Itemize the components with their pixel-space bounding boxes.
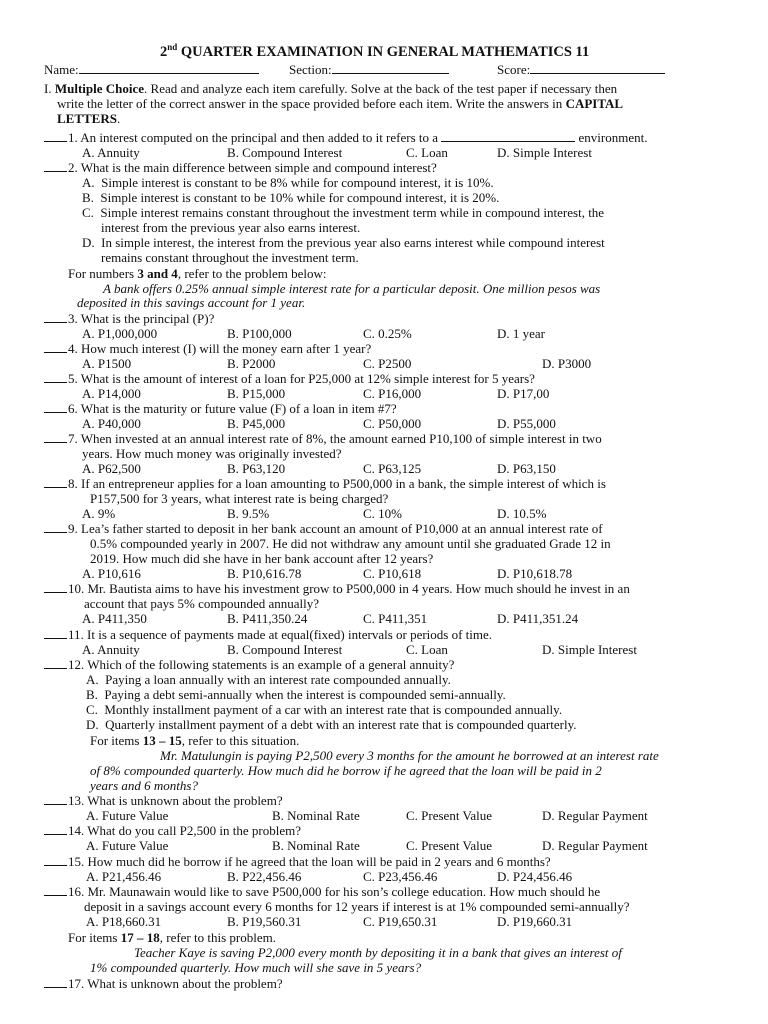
question-6: 6. What is the maturity or future value (F) of a loan in item #7? xyxy=(44,401,397,416)
question-10-cont: account that pays 5% compounded annually? xyxy=(84,596,320,611)
q14-option-c: C. Present Value xyxy=(406,838,493,853)
q6-option-d: D. P55,000 xyxy=(497,416,556,431)
question-7: 7. When invested at an annual interest rate of 8%, the amount earned P10,100 of simple interest in two xyxy=(44,431,602,446)
question-8: 8. If an entrepreneur applies for a loan amounting to P500,000 in a bank, the simple interest of which is xyxy=(44,476,606,491)
q4-option-b: B. P2000 xyxy=(227,356,276,371)
problem-3-4-line-1: A bank offers 0.25% annual simple interest rate for a particular deposit. One million pesos was xyxy=(103,281,601,296)
q16-option-a: A. P18,660.31 xyxy=(86,914,162,929)
name-field[interactable] xyxy=(44,62,259,77)
q14-option-d: D. Regular Payment xyxy=(542,838,648,853)
q16-option-c: C. P19,650.31 xyxy=(363,914,438,929)
q13-option-a: A. Future Value xyxy=(86,808,169,823)
question-5: 5. What is the amount of interest of a loan for P25,000 at 12% simple interest for 5 years? xyxy=(44,371,535,386)
q11-option-a: A. Annuity xyxy=(82,642,140,657)
q15-option-c: C. P23,456.46 xyxy=(363,869,438,884)
q15-option-d: D. P24,456.46 xyxy=(497,869,573,884)
q15-option-b: B. P22,456.46 xyxy=(227,869,302,884)
answer-blank-14[interactable] xyxy=(44,823,67,835)
q2-option-c-cont: interest from the previous year also earns interest. xyxy=(101,220,361,235)
q2-option-d: D. In simple interest, the interest from the previous year also earns interest while compound interest xyxy=(82,235,605,250)
question-9: 9. Lea’s father started to deposit in her bank account an amount of P10,000 at an annual interest rate of xyxy=(44,521,603,536)
answer-blank-15[interactable] xyxy=(44,854,67,866)
question-2: 2. What is the main difference between simple and compound interest? xyxy=(44,160,437,175)
q8-option-d: D. 10.5% xyxy=(497,506,547,521)
answer-blank-16[interactable] xyxy=(44,884,67,896)
q11-option-d: D. Simple Interest xyxy=(542,642,637,657)
question-10: 10. Mr. Bautista aims to have his investment grow to P500,000 in 4 years. How much should he invest in an xyxy=(44,581,630,596)
q10-option-d: D. P411,351.24 xyxy=(497,611,579,626)
question-4: 4. How much interest (I) will the money earn after 1 year? xyxy=(44,341,371,356)
score-label: Score: xyxy=(497,62,531,77)
q1-option-a: A. Annuity xyxy=(82,145,140,160)
q6-option-b: B. P45,000 xyxy=(227,416,286,431)
q2-option-a: A. Simple interest is constant to be 8% while for compound interest, it is 10%. xyxy=(82,175,494,190)
answer-blank-9[interactable] xyxy=(44,521,67,533)
q4-option-c: C. P2500 xyxy=(363,356,412,371)
instructions-line-3: LETTERS. xyxy=(57,111,121,126)
page-title: 2nd QUARTER EXAMINATION IN GENERAL MATHEMATICS 11 xyxy=(160,42,590,60)
q2-option-b: B. Simple interest is constant to be 10% while for compound interest, it is 20%. xyxy=(82,190,500,205)
q10-option-b: B. P411,350.24 xyxy=(227,611,308,626)
question-7-cont: years. How much money was originally invested? xyxy=(82,446,342,461)
q14-option-a: A. Future Value xyxy=(86,838,169,853)
q7-option-a: A. P62,500 xyxy=(82,461,141,476)
q8-option-a: A. 9% xyxy=(82,506,116,521)
section-label: Section: xyxy=(289,62,332,77)
question-9-cont-2: 2019. How much did she have in her bank account after 12 years? xyxy=(90,551,434,566)
answer-blank-7[interactable] xyxy=(44,431,67,443)
answer-blank-10[interactable] xyxy=(44,581,67,593)
q7-option-d: D. P63,150 xyxy=(497,461,556,476)
question-16: 16. Mr. Maunawain would like to save P500,000 for his son’s college education. How much should he xyxy=(44,884,600,899)
q13-option-b: B. Nominal Rate xyxy=(272,808,360,823)
answer-blank-11[interactable] xyxy=(44,627,67,639)
q6-option-a: A. P40,000 xyxy=(82,416,141,431)
q16-option-d: D. P19,660.31 xyxy=(497,914,573,929)
q8-option-c: C. 10% xyxy=(363,506,402,521)
q3-option-b: B. P100,000 xyxy=(227,326,292,341)
q13-option-c: C. Present Value xyxy=(406,808,493,823)
q6-option-c: C. P50,000 xyxy=(363,416,422,431)
q8-option-b: B. 9.5% xyxy=(227,506,270,521)
answer-blank-17[interactable] xyxy=(44,976,67,988)
q5-option-b: B. P15,000 xyxy=(227,386,286,401)
answer-blank-12[interactable] xyxy=(44,657,67,669)
question-9-cont-1: 0.5% compounded yearly in 2007. He did not withdraw any amount until she graduated Grade 12 in xyxy=(90,536,611,551)
q7-option-c: C. P63,125 xyxy=(363,461,422,476)
q1-option-b: B. Compound Interest xyxy=(227,145,343,160)
q7-option-b: B. P63,120 xyxy=(227,461,286,476)
q15-option-a: A. P21,456.46 xyxy=(86,869,162,884)
reference-3-4: For numbers 3 and 4, refer to the problem below: xyxy=(68,266,327,281)
name-label: Name: xyxy=(44,62,79,77)
q2-option-c: C. Simple interest remains constant throughout the investment term while in compound interest, the xyxy=(82,205,605,220)
q3-option-d: D. 1 year xyxy=(497,326,546,341)
question-16-cont: deposit in a savings account every 6 months for 12 years if interest is at 1% compounded semi-annually? xyxy=(84,899,630,914)
q13-option-d: D. Regular Payment xyxy=(542,808,648,823)
answer-blank-6[interactable] xyxy=(44,401,67,413)
answer-blank-8[interactable] xyxy=(44,476,67,488)
instructions-line-1: I. Multiple Choice. Read and analyze each item carefully. Solve at the back of the test paper if necessary then xyxy=(44,81,618,96)
q9-option-d: D. P10,618.78 xyxy=(497,566,573,581)
problem-17-18-line-2: 1% compounded quarterly. How much will she save in 5 years? xyxy=(90,960,422,975)
question-11: 11. It is a sequence of payments made at equal(fixed) intervals or periods of time. xyxy=(44,627,492,642)
problem-13-15-line-2: of 8% compounded quarterly. How much did he borrow if he agreed that the loan will be paid in 2 xyxy=(90,763,602,778)
reference-17-18: For items 17 – 18, refer to this problem. xyxy=(68,930,276,945)
question-3: 3. What is the principal (P)? xyxy=(44,311,214,326)
q14-option-b: B. Nominal Rate xyxy=(272,838,360,853)
q4-option-a: A. P1500 xyxy=(82,356,132,371)
q11-option-c: C. Loan xyxy=(406,642,448,657)
q9-option-a: A. P10,616 xyxy=(82,566,141,581)
q9-option-c: C. P10,618 xyxy=(363,566,422,581)
q11-option-b: B. Compound Interest xyxy=(227,642,343,657)
question-8-cont: P157,500 for 3 years, what interest rate is being charged? xyxy=(90,491,389,506)
q5-option-c: C. P16,000 xyxy=(363,386,422,401)
q12-option-c: C. Monthly installment payment of a car with an interest rate that is compounded annually. xyxy=(86,702,563,717)
problem-3-4-line-2: deposited in this savings account for 1 year. xyxy=(77,295,306,310)
instructions-line-2: write the letter of the correct answer in the space provided before each item. Write the answers in CAPITAL xyxy=(57,96,624,111)
problem-13-15-line-3: years and 6 months? xyxy=(90,778,198,793)
question-14: 14. What do you call P2,500 in the problem? xyxy=(44,823,301,838)
answer-blank-4[interactable] xyxy=(44,341,67,353)
q10-option-a: A. P411,350 xyxy=(82,611,147,626)
q10-option-c: C. P411,351 xyxy=(363,611,428,626)
q12-option-a: A. Paying a loan annually with an interest rate compounded annually. xyxy=(86,672,451,687)
question-15: 15. How much did he borrow if he agreed that the loan will be paid in 2 years and 6 months? xyxy=(44,854,551,869)
q3-option-c: C. 0.25% xyxy=(363,326,412,341)
question-12: 12. Which of the following statements is an example of a general annuity? xyxy=(44,657,454,672)
section-field[interactable] xyxy=(289,62,449,77)
q12-option-d: D. Quarterly installment payment of a debt with an interest rate that is compounded quarterly. xyxy=(86,717,577,732)
q1-option-d: D. Simple Interest xyxy=(497,145,592,160)
q12-option-b: B. Paying a debt semi-annually when the interest is compounded semi-annually. xyxy=(86,687,506,702)
q1-option-c: C. Loan xyxy=(406,145,448,160)
q9-option-b: B. P10,616.78 xyxy=(227,566,302,581)
q16-option-b: B. P19,560.31 xyxy=(227,914,302,929)
q3-option-a: A. P1,000,000 xyxy=(82,326,158,341)
q2-option-d-cont: remains constant throughout the investment term. xyxy=(101,250,359,265)
answer-blank-2[interactable] xyxy=(44,160,67,172)
answer-blank-3[interactable] xyxy=(44,311,67,323)
question-13: 13. What is unknown about the problem? xyxy=(44,793,283,808)
answer-blank-1[interactable] xyxy=(44,130,67,142)
score-field[interactable] xyxy=(497,62,665,77)
question-1: 1. An interest computed on the principal and then added to it refers to a environment. xyxy=(44,130,648,145)
q5-option-a: A. P14,000 xyxy=(82,386,141,401)
q4-option-d: D. P3000 xyxy=(542,356,592,371)
q5-option-d: D. P17,00 xyxy=(497,386,550,401)
reference-13-15: For items 13 – 15, refer to this situation. xyxy=(90,733,300,748)
problem-13-15-line-1: Mr. Matulungin is paying P2,500 every 3 months for the amount he borrowed at an interest rate xyxy=(160,748,659,763)
problem-17-18-line-1: Teacher Kaye is saving P2,000 every month by depositing it in a bank that gives an interest of xyxy=(134,945,622,960)
answer-blank-13[interactable] xyxy=(44,793,67,805)
answer-blank-5[interactable] xyxy=(44,371,67,383)
question-17: 17. What is unknown about the problem? xyxy=(44,976,283,991)
